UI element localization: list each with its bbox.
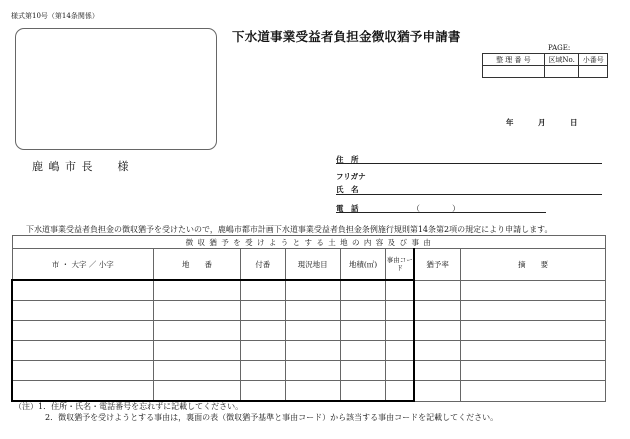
cell-rate[interactable] bbox=[414, 361, 461, 381]
cell-chiseki[interactable] bbox=[340, 341, 386, 361]
cell-area[interactable] bbox=[12, 301, 154, 321]
cell-chiban[interactable] bbox=[154, 381, 241, 402]
col-header-remarks: 摘 要 bbox=[461, 249, 606, 281]
cell-remarks[interactable] bbox=[461, 301, 606, 321]
address-label: 住 所 bbox=[336, 155, 359, 164]
cell-chiban[interactable] bbox=[154, 301, 241, 321]
cell-chiseki[interactable] bbox=[340, 321, 386, 341]
cell-fuban[interactable] bbox=[240, 301, 285, 321]
control-input-kuiki[interactable] bbox=[544, 66, 579, 78]
col-header-fuban: 付番 bbox=[240, 249, 285, 281]
col-header-chiban: 地 番 bbox=[154, 249, 241, 281]
date-day-label: 日 bbox=[570, 118, 578, 127]
cell-area[interactable] bbox=[12, 341, 154, 361]
cell-code[interactable] bbox=[386, 280, 414, 301]
cell-chimoku[interactable] bbox=[285, 381, 340, 402]
cell-chimoku[interactable] bbox=[285, 361, 340, 381]
cell-chiban[interactable] bbox=[154, 361, 241, 381]
date-month-label: 月 bbox=[538, 118, 546, 127]
cell-chiseki[interactable] bbox=[340, 381, 386, 402]
name-label: 氏 名 bbox=[336, 185, 359, 194]
col-header-chimoku: 現況地目 bbox=[285, 249, 340, 281]
address-field[interactable] bbox=[336, 163, 602, 164]
cell-code[interactable] bbox=[386, 361, 414, 381]
note-2: 2．徴収猶予を受けようとする事由は，裏面の表（徴収猶予基準と事由コード）から該当する事由コードを記載してください。 bbox=[45, 413, 499, 422]
table-caption: 徴 収 猶 予 を 受 け よ う と す る 土 地 の 内 容 及 び 事 由 bbox=[12, 236, 606, 249]
cell-chiseki[interactable] bbox=[340, 301, 386, 321]
intro-text: 下水道事業受益者負担金の徴収猶予を受けたいので，鹿嶋市都市計画下水道事業受益者負担金条例施行規則第14条第2項の規定により申請します。 bbox=[26, 225, 553, 234]
addressee: 鹿 嶋 市 長 様 bbox=[32, 160, 130, 173]
cell-remarks[interactable] bbox=[461, 381, 606, 402]
date-year-label: 年 bbox=[506, 118, 514, 127]
cell-fuban[interactable] bbox=[240, 341, 285, 361]
land-detail-table bbox=[11, 235, 606, 402]
cell-rate[interactable] bbox=[414, 321, 461, 341]
cell-remarks[interactable] bbox=[461, 321, 606, 341]
col-header-chiseki: 地積(㎡) bbox=[340, 249, 386, 281]
cell-code[interactable] bbox=[386, 301, 414, 321]
cell-remarks[interactable] bbox=[461, 280, 606, 301]
cell-chiban[interactable] bbox=[154, 321, 241, 341]
phone-field[interactable] bbox=[336, 212, 546, 213]
cell-code[interactable] bbox=[386, 381, 414, 402]
phone-paren: （ ） bbox=[412, 204, 460, 213]
table-row bbox=[12, 381, 606, 402]
table-row bbox=[12, 301, 606, 321]
form-number: 様式第10号（第14条関係） bbox=[11, 12, 99, 20]
table-row bbox=[12, 280, 606, 301]
cell-area[interactable] bbox=[12, 381, 154, 402]
cell-fuban[interactable] bbox=[240, 280, 285, 301]
col-header-code: 事由コード bbox=[386, 249, 414, 281]
cell-chiban[interactable] bbox=[154, 341, 241, 361]
cell-fuban[interactable] bbox=[240, 361, 285, 381]
table-row bbox=[12, 321, 606, 341]
cell-chiseki[interactable] bbox=[340, 280, 386, 301]
cell-area[interactable] bbox=[12, 280, 154, 301]
col-header-rate: 猶予率 bbox=[414, 249, 461, 281]
table-row bbox=[12, 341, 606, 361]
cell-chiban[interactable] bbox=[154, 280, 241, 301]
address-window-box bbox=[15, 28, 217, 150]
cell-rate[interactable] bbox=[414, 280, 461, 301]
cell-code[interactable] bbox=[386, 341, 414, 361]
control-number-table bbox=[482, 53, 608, 78]
cell-chimoku[interactable] bbox=[285, 341, 340, 361]
cell-chimoku[interactable] bbox=[285, 301, 340, 321]
note-1: （注）1．住所・氏名・電話番号を忘れずに記載してください。 bbox=[14, 402, 244, 411]
control-input-kobango[interactable] bbox=[579, 66, 608, 78]
control-header-seiri: 整 理 番 号 bbox=[483, 54, 545, 66]
cell-code[interactable] bbox=[386, 321, 414, 341]
cell-area[interactable] bbox=[12, 321, 154, 341]
cell-remarks[interactable] bbox=[461, 361, 606, 381]
page-title: 下水道事業受益者負担金徴収猶予申請書 bbox=[232, 29, 461, 44]
table-row bbox=[12, 361, 606, 381]
cell-rate[interactable] bbox=[414, 301, 461, 321]
cell-chiseki[interactable] bbox=[340, 361, 386, 381]
name-field[interactable] bbox=[336, 194, 602, 195]
phone-label: 電 話 bbox=[336, 204, 359, 213]
cell-chimoku[interactable] bbox=[285, 321, 340, 341]
control-header-kobango: 小番号 bbox=[579, 54, 608, 66]
cell-area[interactable] bbox=[12, 361, 154, 381]
cell-rate[interactable] bbox=[414, 381, 461, 402]
cell-chimoku[interactable] bbox=[285, 280, 340, 301]
col-header-area: 市 ・ 大字 ／ 小字 bbox=[12, 249, 154, 281]
page-label: PAGE: bbox=[548, 44, 571, 52]
cell-remarks[interactable] bbox=[461, 341, 606, 361]
control-header-kuiki: 区域No. bbox=[544, 54, 579, 66]
cell-fuban[interactable] bbox=[240, 321, 285, 341]
furigana-label: フリガナ bbox=[336, 172, 366, 181]
cell-fuban[interactable] bbox=[240, 381, 285, 402]
control-input-seiri[interactable] bbox=[483, 66, 545, 78]
cell-rate[interactable] bbox=[414, 341, 461, 361]
